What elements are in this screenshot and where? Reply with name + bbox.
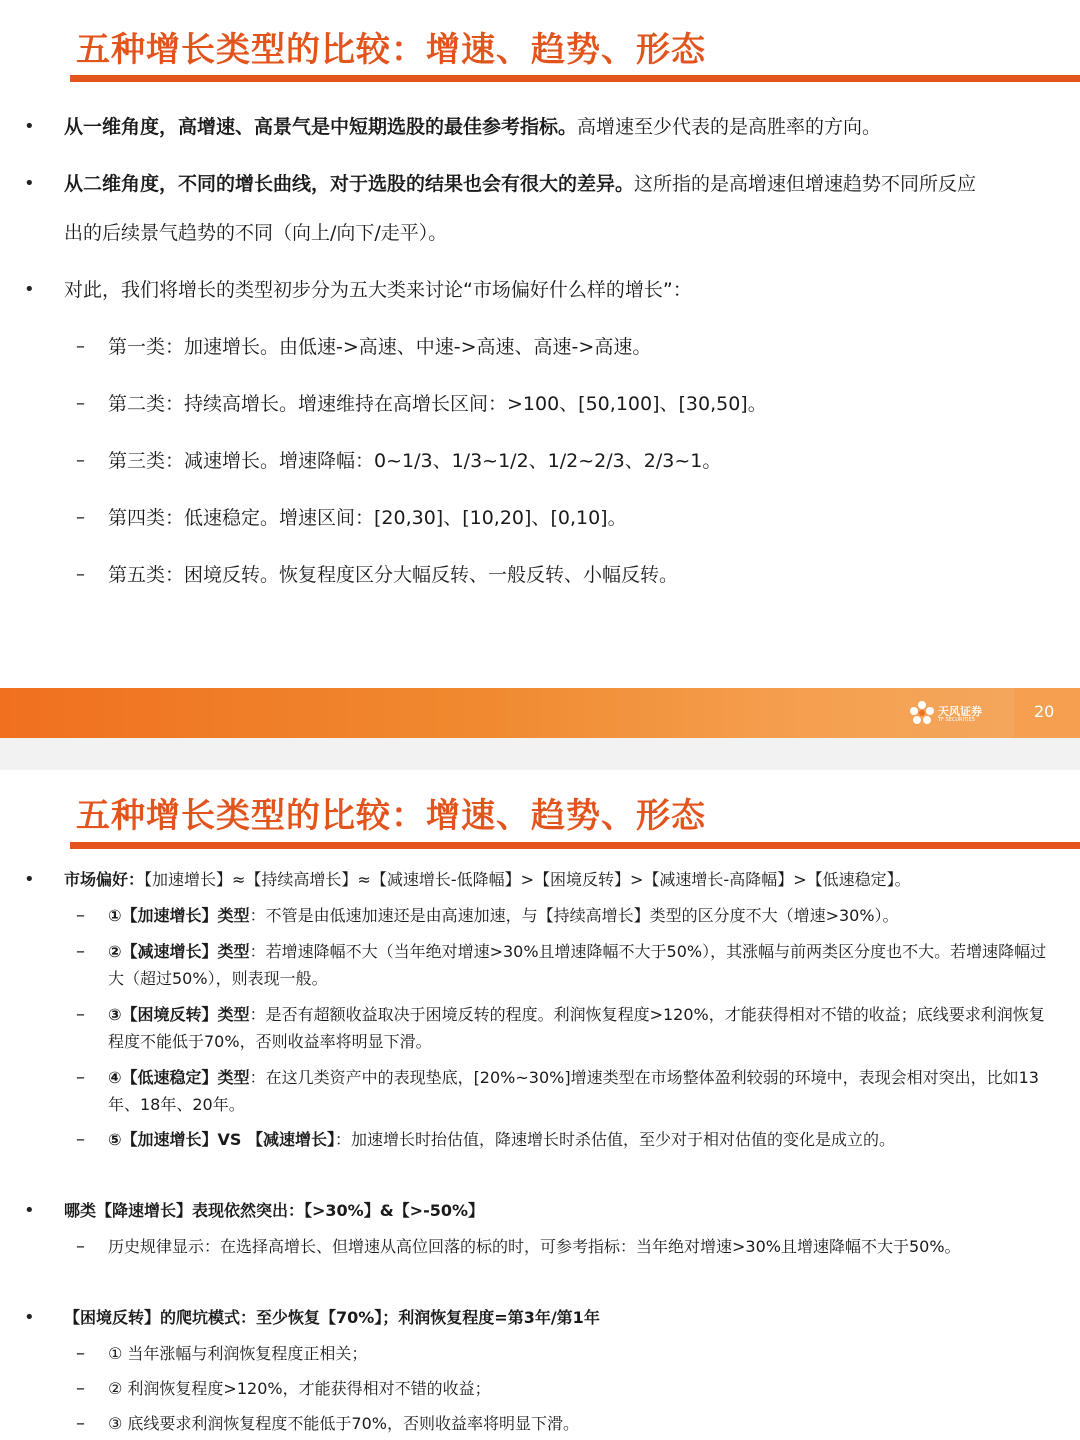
preference-item-5	[108, 1126, 1058, 1153]
flower-logo-icon	[908, 699, 936, 727]
reversal-item-1: ① 当年涨幅与利润恢复程度正相关；	[108, 1344, 368, 1363]
dash-marker: –	[76, 507, 85, 528]
bullet-2-bold: 从二维角度，不同的增长曲线，对于选股的结果也会有很大的差异。	[64, 173, 635, 195]
dash-marker: –	[76, 564, 85, 585]
bullet-dot: •	[24, 1307, 35, 1328]
item-text: ：在这几类资产中的表现垫底，[20%~30%]增速类型在市场整体盈利较弱的环境中，表现会相对突出，比如13年、18年、20年。	[108, 1068, 1039, 1114]
bullet-2-continuation: 出的后续景气趋势的不同（向上/向下/走平）。	[64, 222, 448, 244]
reversal-item-3: ③ 底线要求利润恢复程度不能低于70%，否则收益率将明显下滑。	[108, 1414, 579, 1433]
bullet-3: 对此，我们将增长的类型初步分为五大类来讨论“市场偏好什么样的增长”：	[64, 279, 692, 301]
item-label: ④【低速稳定】类型	[108, 1068, 250, 1087]
title-underline	[70, 75, 1080, 82]
dash-marker: –	[76, 1378, 85, 1399]
market-preference-label: 市场偏好：	[64, 870, 145, 889]
item-label: ③【困境反转】类型	[108, 1005, 250, 1024]
slide-1-title: 五种增长类型的比较：增速、趋势、形态	[76, 30, 706, 70]
dash-marker: –	[76, 336, 85, 357]
logo-text: 天风证券	[938, 705, 982, 718]
dash-marker: –	[76, 1413, 85, 1434]
preference-item-1	[108, 902, 1058, 929]
category-2: 第二类：持续高增长。增速维持在高增长区间：>100、[50,100]、[30,50]。	[108, 393, 767, 415]
preference-item-4	[108, 1064, 1058, 1118]
dash-marker: –	[76, 1343, 85, 1364]
dash-marker: –	[76, 1004, 85, 1025]
bullet-1-bold: 从一维角度，高增速、高景气是中短期选股的最佳参考指标。	[64, 116, 578, 138]
market-preference-text: 【加速增长】≈【持续高增长】≈【减速增长-低降幅】>【困境反转】>【减速增长-高降幅】>【低速稳定】。	[144, 870, 911, 889]
category-5: 第五类：困境反转。恢复程度区分大幅反转、一般反转、小幅反转。	[108, 564, 679, 586]
dash-marker: –	[76, 1129, 85, 1150]
slide-2-title: 五种增长类型的比较：增速、趋势、形态	[76, 796, 706, 836]
item-text: ：不管是由低速加速还是由高速加速，与【持续高增长】类型的区分度不大（增速>30%）。	[249, 906, 899, 925]
item-label: ⑤【加速增长】VS 【减速增长】	[108, 1130, 336, 1149]
preference-item-3	[108, 1001, 1058, 1055]
dash-marker: –	[76, 941, 85, 962]
slowdown-item-1: 历史规律显示：在选择高增长、但增速从高位回落的标的时，可参考指标：当年绝对增速>30%且增速降幅不大于50%。	[108, 1237, 961, 1256]
bullet-dot: •	[24, 173, 35, 194]
bullet-dot: •	[24, 116, 35, 137]
item-text: ：加速增长时抬估值，降速增长时杀估值，至少对于相对估值的变化是成立的。	[335, 1130, 896, 1149]
slide-separator	[0, 738, 1080, 770]
page-number: 20	[1034, 702, 1055, 721]
slowdown-heading-bold: 哪类【降速增长】表现依然突出：【>30%】&【>-50%】	[64, 1201, 485, 1220]
bullet-2-text: 这所指的是高增速但增速趋势不同所反应	[634, 173, 977, 195]
dash-marker: –	[76, 1067, 85, 1088]
bullet-dot: •	[24, 1200, 35, 1221]
bullet-1	[64, 102, 881, 152]
category-1: 第一类：加速增长。由低速->高速、中速->高速、高速->高速。	[108, 336, 652, 358]
bullet-1-text: 高增速至少代表的是高胜率的方向。	[577, 116, 882, 138]
company-logo	[908, 699, 988, 727]
item-text: ：是否有超额收益取决于困境反转的程度。利润恢复程度>120%，才能获得相对不错的收益；底线要求利润恢复程度不能低于70%，否则收益率将明显下滑。	[108, 1005, 1045, 1051]
dash-marker: –	[76, 1236, 85, 1257]
category-3: 第三类：减速增长。增速降幅：0~1/3、1/3~1/2、1/2~2/3、2/3~1。	[108, 450, 722, 472]
market-preference	[64, 866, 911, 893]
reversal-heading-bold: 【困境反转】的爬坑模式：至少恢复【70%】；利润恢复程度=第3年/第1年	[64, 1308, 600, 1327]
reversal-heading	[64, 1304, 600, 1331]
dash-marker: –	[76, 393, 85, 414]
bullet-dot: •	[24, 869, 35, 890]
logo-subtext: TF SECURITIES	[938, 717, 975, 723]
dash-marker: –	[76, 450, 85, 471]
bullet-2	[64, 159, 976, 209]
title-underline	[70, 842, 1080, 849]
item-label: ①【加速增长】类型	[108, 906, 250, 925]
slide-2	[0, 770, 1080, 1440]
item-label: ②【减速增长】类型	[108, 942, 250, 961]
reversal-item-2: ② 利润恢复程度>120%，才能获得相对不错的收益；	[108, 1379, 491, 1398]
footer-band	[0, 688, 1080, 738]
category-4: 第四类：低速稳定。增速区间：[20,30]、[10,20]、[0,10]。	[108, 507, 627, 529]
preference-item-2	[108, 938, 1058, 992]
bullet-dot: •	[24, 279, 35, 300]
item-text: ：若增速降幅不大（当年绝对增速>30%且增速降幅不大于50%），其涨幅与前两类区分度也不大。若增速降幅过大（超过50%），则表现一般。	[108, 942, 1047, 988]
dash-marker: –	[76, 905, 85, 926]
slowdown-heading	[64, 1197, 484, 1224]
